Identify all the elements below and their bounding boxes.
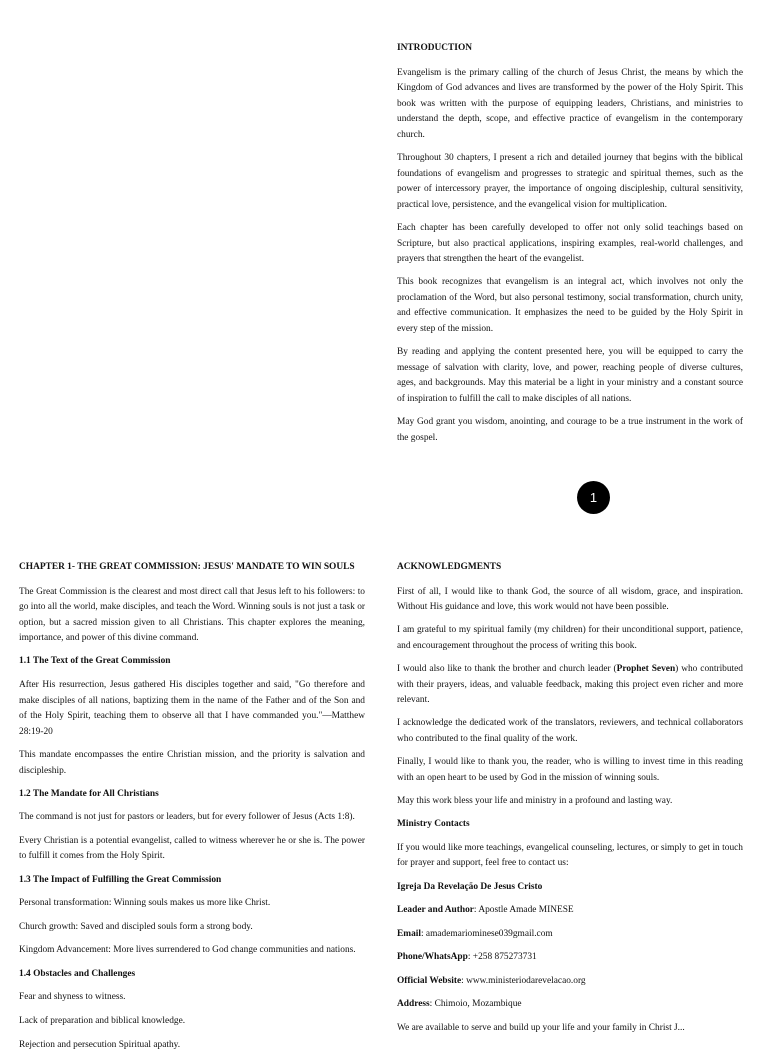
phone-value: : +258 875273731 [467,952,537,963]
acknowledgments-heading: ACKNOWLEDGMENTS [397,562,502,572]
website-value: : www.ministeriodarevelacao.org [461,975,586,986]
section-1-3-title: 1.3 The Impact of Fulfilling the Great Commission [19,874,222,885]
email-value: : amademariominese039gmail.com [420,928,553,939]
leader-value: : Apostle Amade MINESE [473,905,574,916]
section-1-4-paragraph-3: Rejection and persecution Spiritual apathy. [19,1039,181,1050]
section-1-4-title: 1.4 Obstacles and Challenges [19,968,136,979]
page-number-badge: 1 [577,481,610,514]
leader-line [397,903,743,919]
section-1-4-paragraph-1: Fear and shyness to witness. [19,992,126,1003]
ack-paragraph-5: Finally, I would like to thank you, the reader, who is willing to invest time in this reading with an open heart to be used by God in the mission of winning souls. [397,756,743,783]
church-name [397,880,743,896]
ministry-contacts-title: Ministry Contacts [397,819,470,830]
phone-label: Phone/WhatsApp [397,952,468,963]
closing-line: We are available to serve and build up your life and your family in Christ J... [397,1023,685,1034]
intro-paragraph-5: By reading and applying the content presented here, you will be equipped to carry the message of salvation with clarity, love, and power, reaching people of diverse cultures, ages, and backgrounds. May this material be a light in your ministry and a constant source of inspiration to fulfill the call to make disciples of all nations. [397,347,743,404]
page-chapter-acknowledgments [0,560,768,1050]
section-1-2-paragraph-2: Every Christian is a potential evangelist, called to witness wherever he or she is. The power to fulfill it comes from the Holy Spirit. [19,835,365,862]
ack-paragraph-3 [397,662,743,709]
page-introduction [0,0,768,520]
ack-paragraph-1: First of all, I would like to thank God, the source of all wisdom, grace, and inspiration. Without His guidance and love, this work would not have been possible. [397,586,743,613]
address-value: : Chimoio, Mozambique [429,999,522,1010]
acknowledgments-section [397,560,743,1045]
introduction-heading: INTRODUCTION [397,43,473,53]
section-1-2-paragraph-1: The command is not just for pastors or leaders, but for every follower of Jesus (Acts 1:8). [19,812,355,823]
phone-line [397,950,743,966]
intro-paragraph-6: May God grant you wisdom, anointing, and courage to be a true instrument in the work of the gospel. [397,416,743,443]
website-line [397,974,743,990]
ack-paragraph-2: I am grateful to my spiritual family (my children) for their unconditional support, patience, and encouragement throughout the process of writing this book. [397,625,743,651]
ack-paragraph-3-start: I would also like to thank the brother and church leader ( [397,663,617,674]
ack-paragraph-3-end: ) who contributed with their prayers, ideas, and valuable feedback, making this project even richer and more relevant. [397,663,743,706]
ack-paragraph-4: I acknowledge the dedicated work of the translators, reviewers, and technical collaborators who contributed to the final quality of the work. [397,718,743,744]
website-label: Official Website [397,975,462,986]
section-1-2-title: 1.2 The Mandate for All Christians [19,788,159,799]
intro-paragraph-3: Each chapter has been carefully developed to offer not only solid teachings based on Scripture, but also practical applications, inspiring examples, real-world challenges, and prayers that strengthen the heart of the evangelist. [397,222,743,265]
section-1-3-paragraph-3: Kingdom Advancement: More lives surrendered to God change communities and nations. [19,945,356,956]
prophet-seven-name: Prophet Seven [616,663,676,674]
church-name-text: Igreja Da Revelação De Jesus Cristo [397,881,543,892]
intro-paragraph-1: Evangelism is the primary calling of the church of Jesus Christ, the means by which the Kingdom of God advances and lives are transformed by the power of the Holy Spirit. This book was written with the purpose of equipping leaders, Christians, and ministries to understand the depth, scope, and effective practice of evangelism in the contemporary church. [397,67,743,140]
chapter-1-section [19,560,365,1061]
ack-paragraph-6: May this work bless your life and ministry in a profound and lasting way. [397,795,673,806]
contacts-intro: If you would like more teachings, evangelical counseling, lectures, or simply to get in touch for prayer and support, feel free to contact us: [397,842,743,869]
chapter-intro: The Great Commission is the clearest and most direct call that Jesus left to his followers: to go into all the world, make disciples, and teach the Word. Winning souls is not just a task or option, but a sacred mission given to all Christians. This chapter explores the meaning, importance, and power of this divine command. [19,586,365,644]
email-label: Email [397,928,421,939]
address-label: Address [397,999,430,1010]
intro-paragraph-2: Throughout 30 chapters, I present a rich and detailed journey that begins with the biblical foundations of evangelism and progresses to strategic and spiritual themes, such as the power of intercessory prayer, the importance of ongoing discipleship, cultural sensitivity, practical love, persistence, and the evangelical vision for multiplication. [397,153,743,210]
section-1-4-paragraph-2: Lack of preparation and biblical knowledge. [19,1016,186,1027]
address-line [397,997,743,1013]
section-1-1-paragraph-2: This mandate encompasses the entire Christian mission, and the priority is salvation and discipleship. [19,749,365,776]
chapter-heading: CHAPTER 1- THE GREAT COMMISSION: JESUS' MANDATE TO WIN SOULS [19,562,355,572]
section-1-3-paragraph-1: Personal transformation: Winning souls makes us more like Christ. [19,898,271,909]
email-line [397,927,743,943]
section-1-1-paragraph-1: After His resurrection, Jesus gathered His disciples together and said, "Go therefore and make disciples of all nations, baptizing them in the name of the Father and of the Son and of the Holy Spirit, teaching them to observe all that I have commanded you."—Matthew 28:19-20 [19,680,365,737]
introduction-section [397,41,743,454]
leader-label: Leader and Author [397,905,474,916]
intro-paragraph-4: This book recognizes that evangelism is an integral act, which involves not only the proclamation of the Word, but also personal testimony, social transformation, church unity, and effective communication. It emphasizes the need to be guided by the Holy Spirit in every step of the mission. [397,277,743,334]
section-1-1-title: 1.1 The Text of the Great Commission [19,656,171,667]
section-1-3-paragraph-2: Church growth: Saved and discipled souls form a strong body. [19,921,253,932]
